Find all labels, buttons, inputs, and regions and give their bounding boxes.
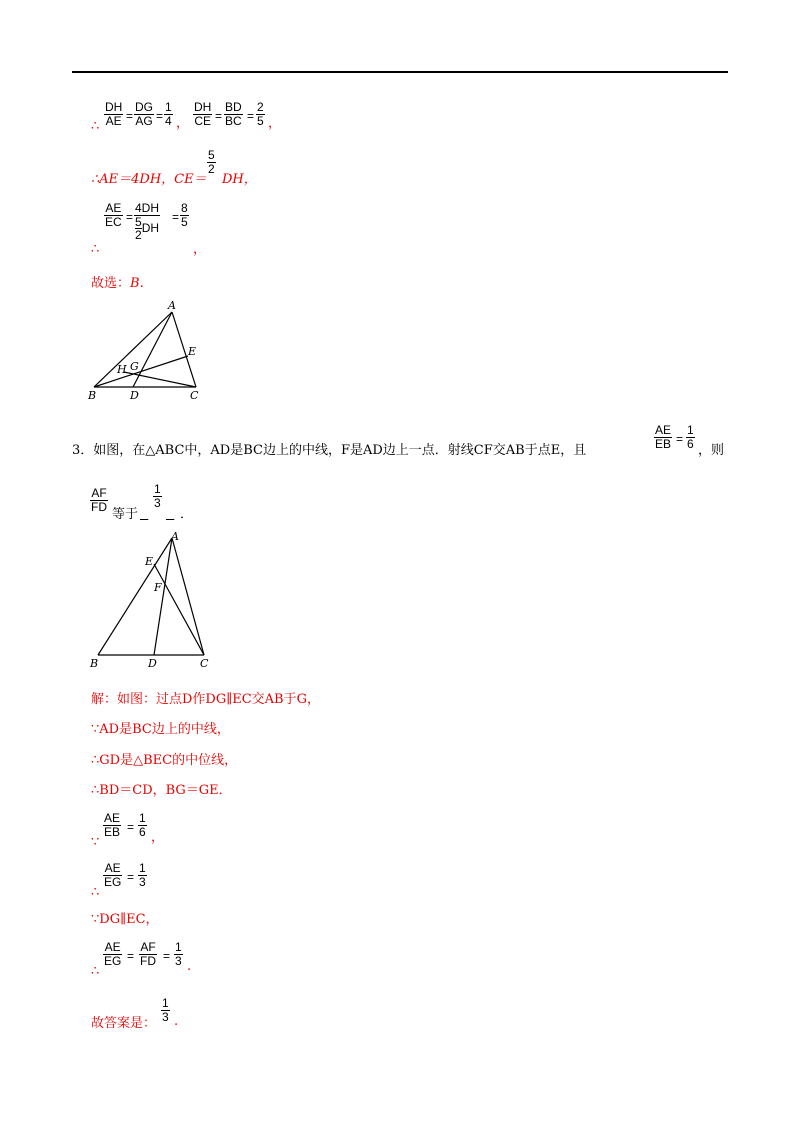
equals-sign: =	[247, 109, 255, 123]
solution-step-3: ∴GD是△BEC的中位线，	[91, 753, 238, 768]
therefore-symbol: ∴	[91, 885, 100, 900]
fraction-dh-ae: $\frac{DH}{AE}$	[105, 100, 123, 128]
therefore-symbol: ∴	[91, 242, 100, 257]
solution-step-4: ∴BD＝CD，BG＝GE．	[91, 783, 232, 798]
answer-blank-right	[166, 507, 174, 523]
line-end: ，	[268, 116, 282, 131]
fraction-dh-ce: $\frac{DH}{CE}$	[194, 100, 212, 128]
point-label-d: D	[130, 389, 139, 402]
equals-sign: =	[126, 210, 134, 224]
equals-sign: =	[127, 870, 135, 884]
fraction-5-2: $\frac{5}{2}$	[208, 148, 215, 176]
fraction-1-3: $\frac{1}{3}$	[139, 861, 146, 889]
question-3-text: 3．如图，在△ABC中，AD是BC边上的中线，F是AD边上一点．射线CF交AB于点E，且	[72, 443, 587, 458]
line-end: .	[187, 959, 192, 974]
point-label-e: E	[145, 555, 154, 568]
fraction-1-6: $\frac{1}{6}$	[139, 811, 146, 839]
because-symbol: ∵	[91, 835, 100, 850]
final-answer-fraction: $\frac{1}{3}$	[162, 996, 169, 1024]
fraction-ae-eg: $\frac{AE}{EG}$	[104, 940, 122, 968]
fraction-ae-eb: $\frac{AE}{EB}$	[104, 811, 121, 839]
final-answer-label: 故答案是：	[91, 1016, 157, 1031]
line-end: .	[174, 1014, 179, 1029]
fraction-dg-ag: $\frac{DG}{AG}$	[135, 100, 153, 128]
point-label-a: A	[171, 530, 179, 543]
question-3-tail: ，则	[698, 443, 725, 458]
equals-sign: =	[126, 109, 134, 123]
point-label-b: B	[88, 389, 97, 402]
equals-sign: =	[215, 109, 223, 123]
line-end: ，	[193, 242, 207, 257]
triangle-figure-2	[84, 526, 220, 674]
equals-sign: =	[676, 432, 684, 446]
header-rule	[72, 71, 728, 73]
point-label-b: B	[90, 657, 99, 670]
equals-sign: =	[163, 949, 171, 963]
fraction-8-5: $\frac{8}{5}$	[181, 201, 188, 229]
point-label-c: C	[190, 389, 199, 402]
therefore-symbol: ∴	[91, 119, 100, 134]
fraction-1-6: $\frac{1}{6}$	[687, 423, 694, 451]
line-end: ．	[180, 507, 194, 522]
fraction-bd-bc: $\frac{BD}{BC}$	[225, 100, 242, 128]
relation-text-end: DH，	[222, 172, 257, 187]
fraction-ae-eb: $\frac{AE}{EB}$	[655, 423, 672, 451]
answer-blank-left	[140, 507, 148, 523]
complex-fraction: 4DH $\frac{5}{2}$ DH	[135, 201, 160, 242]
fraction-1-3: $\frac{1}{3}$	[175, 940, 182, 968]
point-label-d: D	[148, 657, 157, 670]
solution-step-7: ∵DG∥EC，	[91, 912, 159, 927]
separator: ，	[176, 116, 190, 131]
fraction-ae-ec: $\frac{AE}{EC}$	[105, 201, 122, 229]
relation-text: ∴AE＝4DH，CE＝	[91, 172, 207, 187]
equals-to-text: 等于	[112, 507, 139, 522]
triangle-figure-1	[84, 298, 214, 406]
fraction-af-fd: $\frac{AF}{FD}$	[140, 940, 156, 968]
point-label-h: H	[117, 363, 127, 376]
fraction-2-5: $\frac{2}{5}$	[257, 100, 264, 128]
fraction-ae-eg: $\frac{AE}{EG}$	[104, 861, 122, 889]
point-label-g: G	[130, 360, 139, 373]
point-label-f: F	[154, 581, 162, 594]
answer-line: 故选：B.	[91, 276, 144, 291]
solution-step-1: 解：如图：过点D作DG∥EC交AB于G，	[91, 692, 320, 707]
equals-sign: =	[172, 210, 180, 224]
line-end: ，	[151, 830, 165, 845]
answer-fraction-1-3: $\frac{1}{3}$	[154, 482, 161, 510]
equals-sign: =	[127, 949, 135, 963]
equals-sign: =	[127, 820, 135, 834]
point-label-e: E	[188, 345, 197, 358]
point-label-a: A	[168, 299, 176, 312]
solution-step-2: ∵AD是BC边上的中线，	[91, 722, 230, 737]
fraction-af-fd: $\frac{AF}{FD}$	[91, 486, 107, 514]
fraction-1-4: $\frac{1}{4}$	[165, 100, 172, 128]
point-label-c: C	[200, 657, 209, 670]
equals-sign: =	[156, 109, 164, 123]
therefore-symbol: ∴	[91, 964, 100, 979]
